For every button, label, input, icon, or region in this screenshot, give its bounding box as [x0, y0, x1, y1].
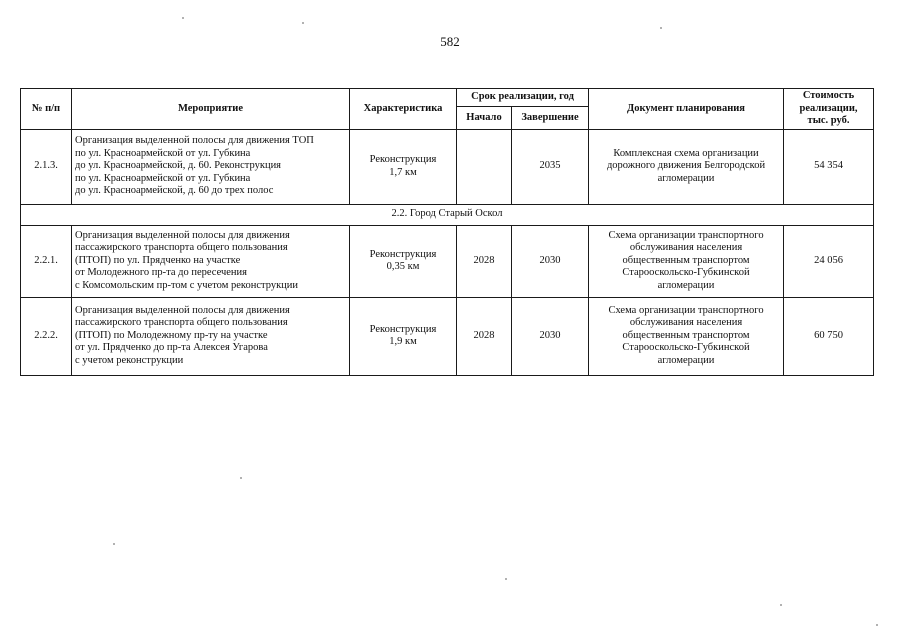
- event-line: до ул. Красноармейской, д. 60 до трех полос: [75, 185, 274, 197]
- table-row: [21, 225, 874, 297]
- event-line: (ПТОП) по Молодежному пр-ту на участке: [75, 329, 268, 341]
- header-event: Мероприятие: [72, 89, 350, 130]
- scan-speck: [660, 27, 662, 29]
- row-start: 2028: [457, 297, 512, 375]
- header-cost-line: Стоимость: [802, 90, 855, 101]
- row-start: 2028: [457, 225, 512, 297]
- row-end: 2030: [512, 225, 589, 297]
- scan-speck: [113, 543, 115, 545]
- header-row: [21, 89, 874, 107]
- header-cost-line: тыс. руб.: [807, 115, 850, 126]
- planning-table: [20, 88, 874, 376]
- header-start: Начало: [457, 107, 512, 129]
- characteristic-line: Реконструкция: [369, 154, 437, 165]
- header-cost: [784, 89, 874, 130]
- scan-speck: [302, 22, 304, 24]
- characteristic-line: 1,9 км: [389, 336, 417, 347]
- row-characteristic: [350, 225, 457, 297]
- row-document: [589, 129, 784, 204]
- row-characteristic: [350, 297, 457, 375]
- event-line: Организация выделенной полосы для движения: [75, 304, 290, 316]
- characteristic-line: Реконструкция: [369, 323, 437, 335]
- event-line: до ул. Красноармейской, д. 60. Реконструкция: [75, 160, 282, 172]
- event-line: Организация выделенной полосы для движения ТОП: [75, 135, 314, 147]
- row-event: [72, 129, 350, 204]
- page-number: 582: [440, 34, 460, 49]
- scan-speck: [182, 17, 184, 19]
- document-line: агломерации: [657, 172, 715, 184]
- scan-speck: [240, 477, 242, 479]
- event-line: Организация выделенной полосы для движения: [75, 229, 290, 241]
- section-row: [21, 204, 874, 225]
- row-end: 2030: [512, 297, 589, 375]
- table-row: [21, 297, 874, 375]
- document-line: дорожного движения Белгородской: [606, 160, 766, 172]
- scan-speck: [505, 578, 507, 580]
- event-line: (ПТОП) по ул. Прядченко на участке: [75, 254, 241, 266]
- row-cost: 54 354: [784, 129, 874, 204]
- event-line: с Комсомольским пр-том с учетом реконструкции: [75, 279, 299, 291]
- header-characteristic: Характеристика: [350, 89, 457, 130]
- event-line: по ул. Красноармейской от ул. Губкина: [75, 172, 251, 184]
- scan-speck: [780, 604, 782, 606]
- row-document: [589, 297, 784, 375]
- row-cost: 24 056: [784, 225, 874, 297]
- header-num: № п/п: [21, 89, 72, 130]
- row-characteristic: [350, 129, 457, 204]
- row-event: [72, 225, 350, 297]
- document-line: Комплексная схема организации: [613, 147, 759, 159]
- characteristic-line: Реконструкция: [369, 248, 437, 260]
- characteristic-line: 1,7 км: [389, 166, 417, 178]
- event-line: пассажирского транспорта общего пользования: [75, 317, 288, 329]
- scan-speck: [876, 624, 878, 626]
- row-document: [589, 225, 784, 297]
- header-cost-line: реализации,: [799, 102, 858, 114]
- table-header: [21, 89, 874, 130]
- row-num: 2.2.1.: [21, 225, 72, 297]
- document-line: Схема организации транспортного: [608, 304, 764, 316]
- event-line: пассажирского транспорта общего пользования: [75, 242, 288, 254]
- document-line: обслуживания населения: [629, 317, 743, 329]
- event-line: от ул. Прядченко до пр-та Алексея Угарова: [75, 342, 268, 354]
- row-num: 2.1.3.: [21, 129, 72, 204]
- characteristic-line: 0,35 км: [386, 261, 420, 272]
- document-line: общественным транспортом: [622, 254, 750, 266]
- row-start: [457, 129, 512, 204]
- document-line: обслуживания населения: [629, 242, 743, 254]
- row-event: [72, 297, 350, 375]
- row-end: 2035: [512, 129, 589, 204]
- section-title: 2.2. Город Старый Оскол: [21, 204, 874, 225]
- row-num: 2.2.2.: [21, 297, 72, 375]
- document-line: Старооскольско-Губкинской: [622, 267, 750, 279]
- document-line: Старооскольско-Губкинской: [622, 342, 750, 354]
- header-end: Завершение: [512, 107, 589, 129]
- document-line: агломерации: [657, 354, 715, 366]
- row-cost: 60 750: [784, 297, 874, 375]
- event-line: по ул. Красноармейской от ул. Губкина: [75, 147, 251, 159]
- event-line: от Молодежного пр-та до пересечения: [75, 267, 247, 279]
- table-row: [21, 129, 874, 204]
- document-line: агломерации: [657, 279, 715, 291]
- header-period: Срок реализации, год: [457, 89, 589, 107]
- event-line: с учетом реконструкции: [75, 354, 184, 366]
- document-line: Схема организации транспортного: [608, 229, 764, 241]
- header-document: Документ планирования: [589, 89, 784, 130]
- document-line: общественным транспортом: [622, 329, 750, 341]
